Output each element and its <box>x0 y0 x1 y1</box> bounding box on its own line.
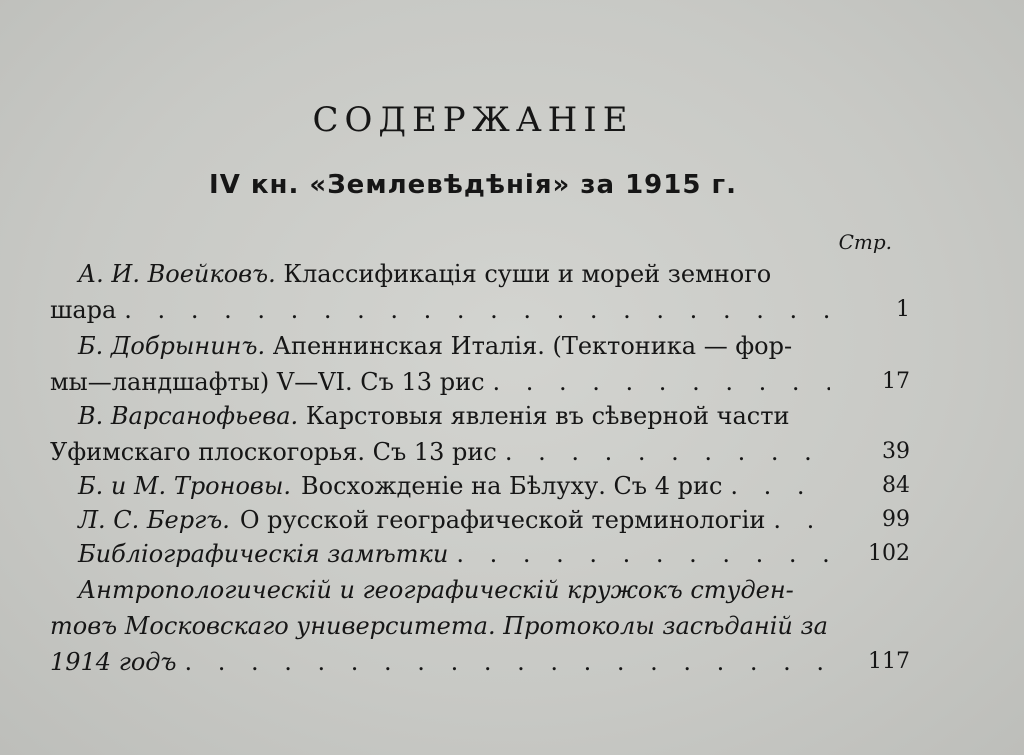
entry-title: О русской географической терминологіи <box>239 506 766 534</box>
dot-leader <box>493 364 830 400</box>
entry-title: Библіографическія замѣтки <box>78 540 449 568</box>
entry-title-cont: мы—ландшафты) V—VI. Съ 13 рис <box>50 368 485 396</box>
entry-title: Восхожденіе на Бѣлуху. Съ 4 рис <box>301 472 723 500</box>
entry-page-number: 99 <box>882 507 910 532</box>
entry-author: А. И. Воейковъ. <box>78 260 276 288</box>
entry-page-number: 84 <box>882 473 910 498</box>
entry-author: Б. Добрынинъ. <box>78 332 266 360</box>
entry-page-number: 102 <box>868 541 910 566</box>
toc-entry <box>50 572 910 680</box>
entry-author: Л. С. Бергъ. <box>78 506 230 534</box>
entry-title: Апеннинская Италія. (Тектоника — фор- <box>272 332 793 360</box>
dot-leader <box>730 468 830 504</box>
entry-title: Антропологическій и географическій кружокъ студен- <box>78 576 794 604</box>
entry-title-cont: 1914 годъ <box>50 648 177 676</box>
entry-author: Б. и М. Троновы. <box>78 472 292 500</box>
entry-title-cont: Уфимскаго плоскогорья. Съ 13 рис <box>50 438 497 466</box>
entry-page-number: 117 <box>868 649 910 674</box>
entry-title: Классификація суши и морей земного <box>283 260 772 288</box>
dot-leader <box>773 502 830 538</box>
entry-page-number: 1 <box>896 297 910 322</box>
dot-leader <box>456 536 830 572</box>
dot-leader <box>505 434 830 470</box>
entry-title: Карстовыя явленія въ сѣверной части <box>305 402 790 430</box>
toc-entry <box>50 398 910 470</box>
toc-entry <box>50 502 910 538</box>
page-subtitle: IV кн. «Землевѣдѣнія» за 1915 г. <box>209 170 737 200</box>
entry-author: В. Варсанофьева. <box>78 402 299 430</box>
toc-entry <box>50 468 910 504</box>
page-column-label: Стр. <box>838 230 892 254</box>
dot-leader <box>185 644 831 680</box>
toc-entry <box>50 328 910 400</box>
entry-page-number: 39 <box>882 439 910 464</box>
toc-entry <box>50 536 910 572</box>
entry-page-number: 17 <box>882 369 910 394</box>
page-title: СОДЕРЖАНІЕ <box>312 100 634 140</box>
entry-title-cont: товъ Московскаго университета. Протоколы засѣданій за <box>50 612 828 640</box>
entry-title-cont: шара <box>50 296 117 324</box>
dot-leader <box>124 292 830 328</box>
toc-entry <box>50 256 910 328</box>
